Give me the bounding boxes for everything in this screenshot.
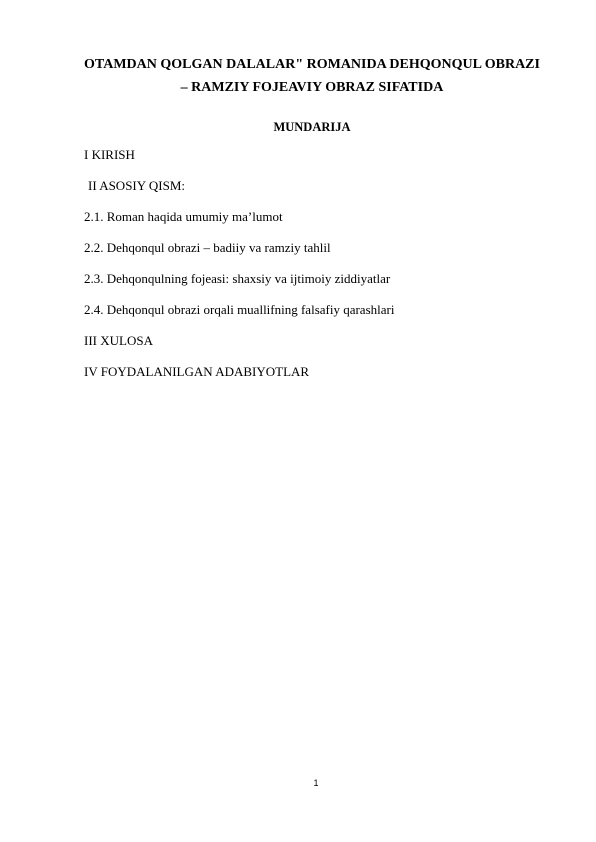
toc-item-introduction: I KIRISH [84, 147, 135, 162]
toc-item-main-part: II ASOSIY QISM: [88, 178, 186, 193]
document-title-line-2: – RAMZIY FOJEAVIY OBRAZ SIFATIDA [180, 80, 444, 95]
toc-item-conclusion: III XULOSA [84, 333, 153, 348]
toc-item-2-2: 2.2. Dehqonqul obrazi – badiiy va ramziy tahlil [84, 240, 331, 255]
toc-item-2-3: 2.3. Dehqonqulning fojeasi: shaxsiy va ijtimoiy ziddiyatlar [84, 271, 391, 286]
toc-item-bibliography: IV FOYDALANILGAN ADABIYOTLAR [84, 364, 310, 379]
toc-item-2-1: 2.1. Roman haqida umumiy ma’lumot [84, 209, 283, 224]
document-title-line-1: OTAMDAN QOLGAN DALALAR" ROMANIDA DEHQONQUL OBRAZI [84, 57, 540, 72]
page-number: 1 [313, 778, 319, 788]
toc-heading: MUNDARIJA [273, 120, 351, 134]
toc-item-2-4: 2.4. Dehqonqul obrazi orqali muallifning falsafiy qarashlari [84, 302, 395, 317]
table-of-contents [84, 147, 394, 395]
